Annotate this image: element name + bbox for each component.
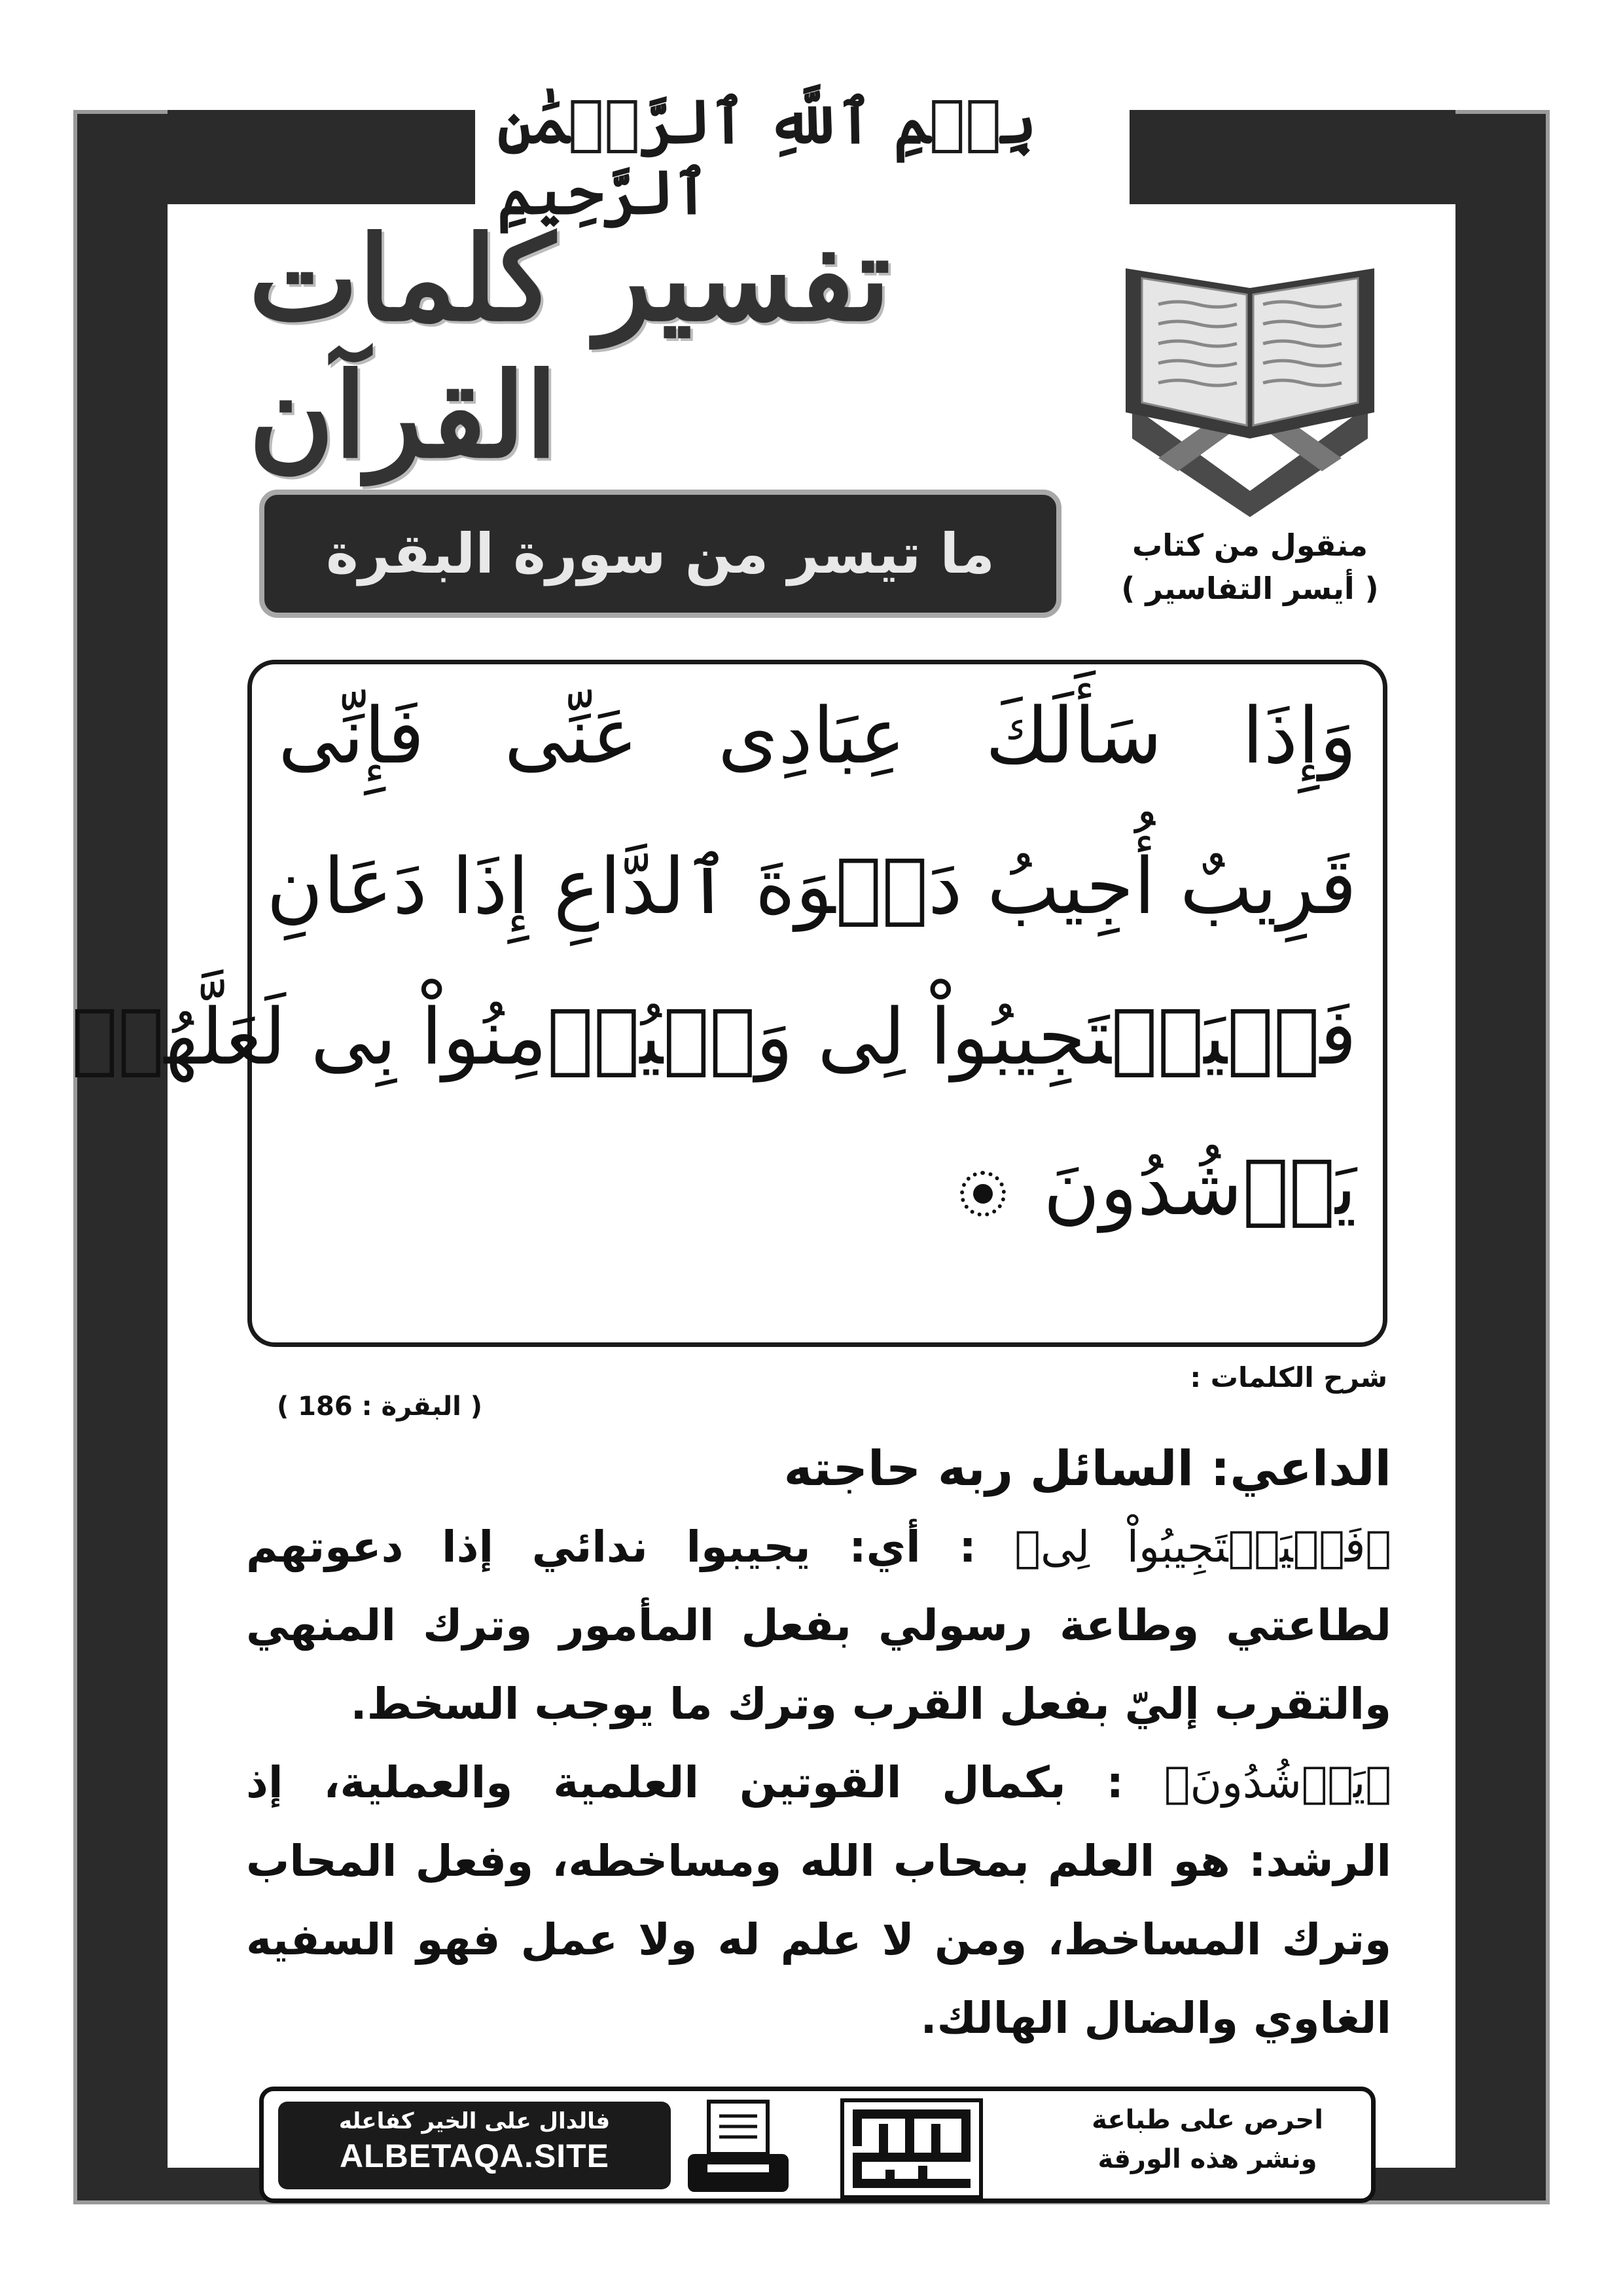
printer-icon: [683, 2096, 794, 2201]
explanation-line-7: وترك المساخط، ومن لا علم له ولا عمل فهو السفيه: [246, 1914, 1391, 1965]
explanation-line-8: الغاوي والضال الهالك.: [920, 1993, 1391, 2043]
source-label-line1: منقول من كتاب: [1132, 528, 1368, 563]
explanation-line-6: الرشد: هو العلم بمحاب الله ومساخطه، وفعل المحاب: [246, 1836, 1391, 1886]
footer-print-note-line1: احرص على طباعة: [1092, 2105, 1323, 2135]
quoted-phrase-1: ﴿فَلۡيَسۡتَجِيبُواْ لِى﴾: [1014, 1522, 1391, 1572]
page-title: تفسير كلمات القرآن: [249, 210, 891, 484]
quoted-phrase-2: ﴿يَرۡشُدُونَ﴾: [1164, 1757, 1391, 1808]
source-label: [1073, 524, 1427, 610]
explanation-text: [246, 1429, 1391, 2058]
footer-site-link[interactable]: ALBETAQA.SITE: [339, 2138, 610, 2174]
footer-motto: فالدال على الخير كفاعله: [338, 2108, 611, 2134]
footer-bar: [259, 2087, 1376, 2203]
open-book-icon: [1106, 242, 1394, 524]
source-label-line2: ( أيسر التفاسير ): [1121, 571, 1379, 606]
logo-mark: [840, 2098, 984, 2200]
words-heading: شرح الكلمات :: [1190, 1361, 1387, 1393]
footer-print-note-line2: ونشر هذه الورقة: [1097, 2144, 1317, 2174]
surah-banner: ما تيسر من سورة البقرة: [259, 490, 1061, 618]
verse-line-1: وَإِذَا سَأَلَكَ عِبَادِى عَنِّى فَإِنِّى: [278, 691, 1357, 781]
frame-top-right: [1130, 110, 1455, 204]
frame-top-left: [168, 110, 475, 204]
explanation-line-2: [246, 1508, 1391, 1587]
verse-line-2: قَرِيبٌ أُجِيبُ دَعۡوَةَ ٱلدَّاعِ إِذَا دَعَانِ: [266, 841, 1357, 931]
footer-site-box: [278, 2102, 671, 2189]
footer-print-note: [1063, 2100, 1351, 2179]
verse-line-4-text: يَرۡشُدُونَ: [1043, 1142, 1357, 1232]
explanation-line-2-text: : أي: يجيبوا ندائي إذا دعوتهم: [246, 1522, 1015, 1572]
verse-line-4: [278, 1142, 1357, 1232]
explanation-line-4: والتقرب إليّ بفعل القرب وترك ما يوجب السخط.: [350, 1679, 1391, 1729]
verse-box: [71, 660, 1387, 1347]
explanation-line-1: الداعي: السائل ربه حاجته: [783, 1441, 1391, 1497]
verse-end-icon: [960, 1171, 1006, 1217]
explanation-line-3: لطاعتي وطاعة رسولي بفعل المأمور وترك المنهي: [246, 1600, 1391, 1651]
explanation-line-5-text: : بكمال القوتين العلمية والعملية، إذ: [246, 1757, 1164, 1808]
verse-reference: ( البقرة : 186 ): [276, 1391, 483, 1422]
bismillah-calligraphy: بِسۡمِ ٱللَّهِ ٱلرَّحۡمَٰنِ ٱلرَّحِيمِ: [497, 86, 1037, 228]
verse-line-3: فَلۡيَسۡتَجِيبُواْ لِى وَلۡيُؤۡمِنُواْ بِى لَعَلَّهُمۡ: [71, 992, 1357, 1082]
explanation-line-5: [246, 1744, 1391, 1822]
